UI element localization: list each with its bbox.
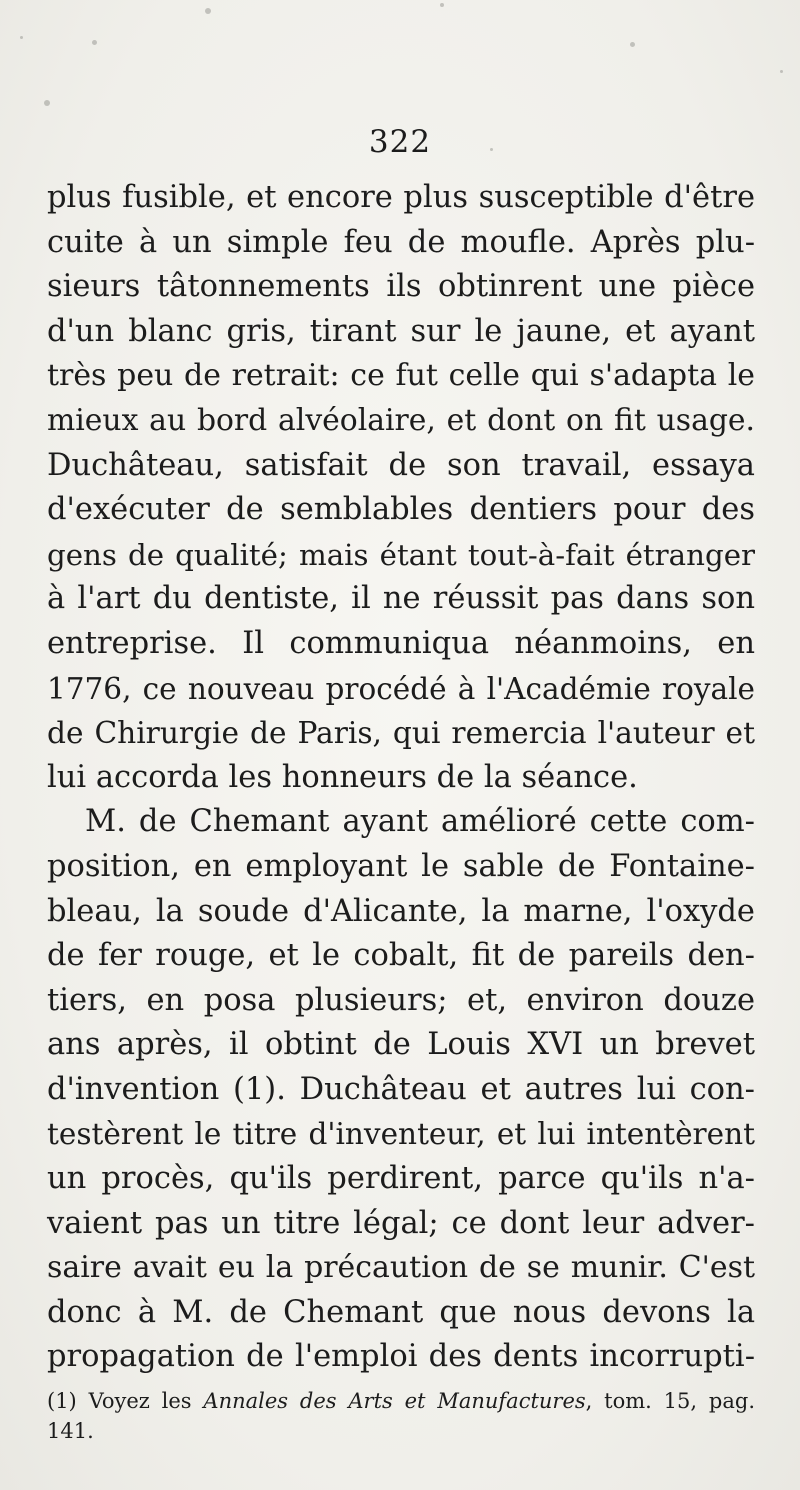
footnote-prefix: (1) Voyez les bbox=[47, 1389, 204, 1413]
text-line: 1776, ce nouveau procédé à l'Académie royale bbox=[47, 671, 755, 706]
text-line: d'un blanc gris, tirant sur le jaune, et ayant bbox=[47, 313, 755, 349]
text-line: plus fusible, et encore plus susceptible d'être bbox=[47, 180, 755, 215]
text-line: de Chirurgie de Paris, qui remercia l'auteur et bbox=[47, 715, 755, 751]
text-line: ans après, il obtint de Louis XVI un brevet bbox=[47, 1027, 755, 1063]
text-line: entreprise. Il communiqua néanmoins, en bbox=[47, 625, 755, 661]
text-line: très peu de retrait: ce fut celle qui s'adapta le bbox=[47, 358, 755, 394]
text-line: propagation de l'emploi des dents incorrupti- bbox=[47, 1339, 755, 1375]
text-line-paragraph-start: M. de Chemant ayant amélioré cette com- bbox=[85, 804, 755, 840]
text-line: tiers, en posa plusieurs; et, environ douze bbox=[47, 982, 755, 1018]
text-line-paragraph-end: lui accorda les honneurs de la séance. bbox=[47, 759, 638, 795]
text-line: cuite à un simple feu de moufle. Après plu- bbox=[47, 224, 755, 260]
scan-speck bbox=[780, 70, 783, 73]
scan-speck bbox=[205, 8, 211, 14]
text-line: d'invention (1). Duchâteau et autres lui con- bbox=[47, 1071, 755, 1107]
footnote-suffix: , tom. 15, pag. bbox=[585, 1389, 755, 1413]
text-line: d'exécuter de semblables dentiers pour des bbox=[47, 492, 755, 528]
scan-speck bbox=[440, 3, 444, 7]
body-text bbox=[47, 176, 755, 1380]
text-line: saire avait eu la précaution de se munir. C'est bbox=[47, 1250, 755, 1286]
scan-speck bbox=[20, 36, 23, 39]
text-line: donc à M. de Chemant que nous devons la bbox=[47, 1294, 755, 1330]
text-line: bleau, la soude d'Alicante, la marne, l'oxyde bbox=[47, 893, 755, 929]
text-line: Duchâteau, satisfait de son travail, essaya bbox=[47, 447, 755, 483]
page-number: 322 bbox=[368, 124, 432, 160]
text-line: testèrent le titre d'inventeur, et lui intentèrent bbox=[47, 1117, 755, 1152]
footnote-continuation: 141. bbox=[47, 1419, 94, 1443]
text-line: vaient pas un titre légal; ce dont leur adver- bbox=[47, 1205, 755, 1241]
scan-speck bbox=[92, 40, 97, 45]
footnote-title-italic: Annales des Arts et Manufactures bbox=[203, 1389, 586, 1413]
text-line: gens de qualité; mais étant tout-à-fait étranger bbox=[47, 537, 755, 572]
footnote bbox=[47, 1386, 755, 1446]
scan-speck bbox=[630, 42, 635, 47]
text-line: mieux au bord alvéolaire, et dont on fit usage. bbox=[47, 402, 755, 438]
text-line: un procès, qu'ils perdirent, parce qu'ils n'a- bbox=[47, 1161, 755, 1197]
text-line: sieurs tâtonnements ils obtinrent une pièce bbox=[47, 269, 755, 305]
text-line: à l'art du dentiste, il ne réussit pas dans son bbox=[47, 581, 755, 617]
scan-speck bbox=[44, 100, 50, 106]
text-line: de fer rouge, et le cobalt, fit de pareils den- bbox=[47, 938, 755, 974]
footnote-line bbox=[47, 1386, 755, 1416]
text-line: position, en employant le sable de Fontaine- bbox=[47, 848, 755, 884]
